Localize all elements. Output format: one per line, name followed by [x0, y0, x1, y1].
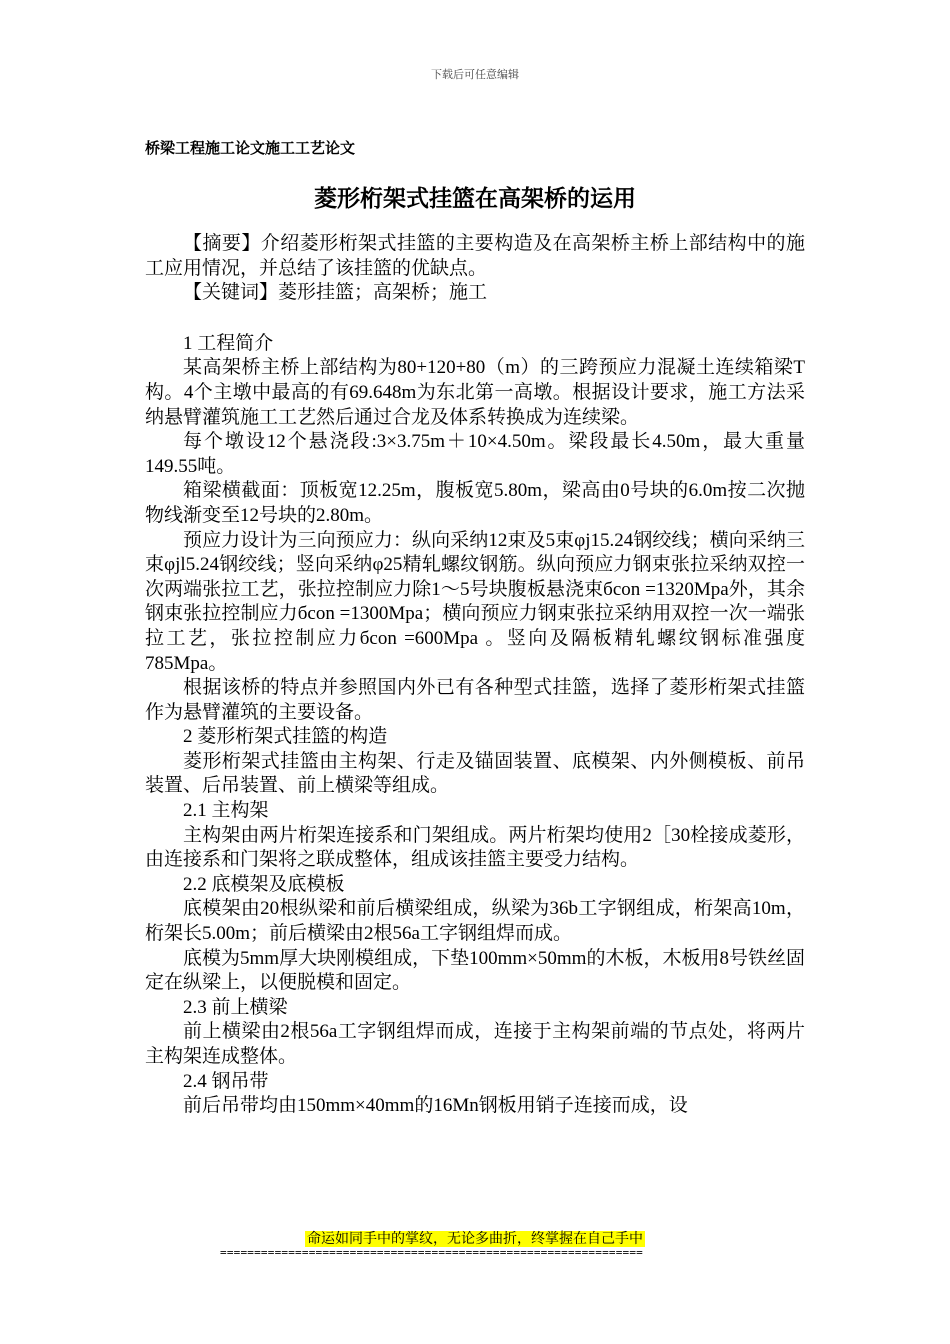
section-2-3-heading: 2.3 前上横梁 — [183, 996, 288, 1018]
keywords-paragraph: 【关键词】菱形挂篮；高架桥；施工 — [183, 282, 488, 304]
section-2-1-heading: 2.1 主构架 — [183, 800, 269, 822]
document-body — [145, 232, 805, 1119]
category-label: 桥梁工程施工论文施工工艺论文 — [145, 139, 356, 157]
section-2-2-paragraph-1: 底模架由20根纵梁和前后横梁组成，纵梁为36b工字钢组成，桁架高10m，桁架长5.00m；前后横梁由2根56a工字钢组焊而成。 — [145, 898, 805, 945]
section-1-paragraph-4: 预应力设计为三向预应力：纵向采纳12束及5束φj15.24钢绞线；横向采纳三束φjl5.24钢绞线；竖向采纳φ25精轧螺纹钢筋。纵向预应力钢束张拉采纳双控一次两端张拉工艺，张拉控制应力除1～5号块腹板悬浇束бcon =1320Mpa外，其余钢束张拉控制应力бcon =1300Mpa；横向预应力钢束张拉采纳用双控一次一端张拉工艺，张拉控制应力бcon =600Mpa 。竖向及隔板精轧螺纹钢标准强度785Mpa。 — [145, 529, 805, 674]
section-2-2-paragraph-2: 底模为5mm厚大块刚模组成，下垫100mm×50mm的木板，木板用8号铁丝固定在纵梁上，以便脱模和固定。 — [145, 947, 805, 994]
footer-motto — [0, 1228, 950, 1248]
section-1-heading: 1 工程简介 — [183, 332, 274, 354]
header-note: 下载后可任意编辑 — [431, 68, 519, 81]
section-1-paragraph-3: 箱梁横截面：顶板宽12.25m，腹板宽5.80m，梁高由0号块的6.0m按二次抛物线渐变至12号块的2.80m。 — [145, 480, 805, 526]
section-2-paragraph-1: 菱形桁架式挂篮由主构架、行走及锚固装置、底模架、内外侧模板、前吊装置、后吊装置、前上横梁等组成。 — [145, 750, 805, 797]
section-2-1-paragraph: 主构架由两片桁架连接系和门架组成。两片桁架均使用2［30栓接成菱形，由连接系和门架将之联成整体，组成该挂篮主要受力结构。 — [145, 824, 805, 871]
section-2-4-heading: 2.4 钢吊带 — [183, 1070, 269, 1092]
section-2-2-heading: 2.2 底模架及底模板 — [183, 873, 345, 895]
section-2-3-paragraph: 前上横梁由2根56a工字钢组焊而成，连接于主构架前端的节点处，将两片主构架连成整体。 — [145, 1021, 805, 1067]
section-2-heading: 2 菱形桁架式挂篮的构造 — [183, 726, 388, 748]
section-1-paragraph-5: 根据该桥的特点并参照国内外已有各种型式挂篮，选择了菱形桁架式挂篮作为悬臂灌筑的主要设备。 — [145, 677, 805, 723]
section-1-paragraph-1: 某高架桥主桥上部结构为80+120+80（m）的三跨预应力混凝土连续箱梁T构。4个主墩中最高的有69.648m为东北第一高墩。根据设计要求，施工方法采纳悬臂灌筑施工工艺然后通过合龙及体系转换成为连续梁。 — [145, 357, 805, 428]
document-title: 菱形桁架式挂篮在高架桥的运用 — [314, 186, 636, 212]
abstract-paragraph: 【摘要】介绍菱形桁架式挂篮的主要构造及在高架桥主桥上部结构中的施工应用情况，并总结了该挂篮的优缺点。 — [145, 233, 805, 279]
section-2-4-paragraph: 前后吊带均由150mm×40mm的16Mn钢板用销子连接而成，设 — [183, 1095, 688, 1117]
spacer — [145, 306, 805, 332]
section-1-paragraph-2: 每个墩设12个悬浇段:3×3.75m＋10×4.50m。梁段最长4.50m，最大重量149.55吨。 — [145, 431, 805, 477]
footer-divider: ============================================================== — [220, 1246, 643, 1259]
footer-motto-text: 命运如同手中的掌纹，无论多曲折，终掌握在自己手中 — [307, 1231, 643, 1247]
